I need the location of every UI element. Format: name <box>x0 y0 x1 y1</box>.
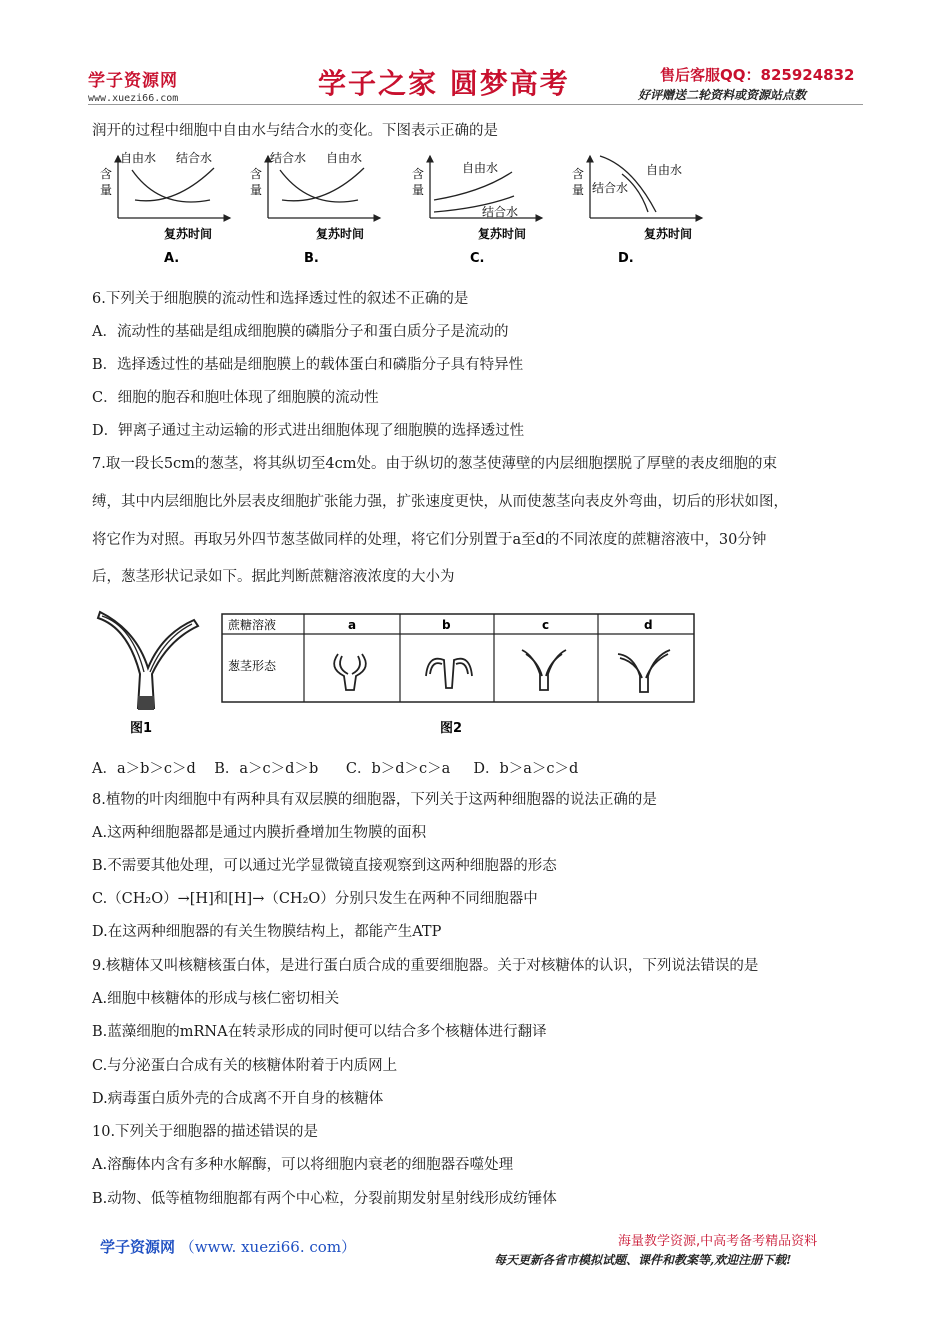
graph-b-option: B. <box>304 251 319 266</box>
fig2-table <box>222 614 694 736</box>
graph-c-ylabel-2: 量 <box>412 183 425 197</box>
q7-answers: A．a＞b＞c＞d B．a＞c＞d＞b C．b＞d＞c＞a D．b＞a＞c＞d <box>92 761 579 777</box>
footer-url: （www. xuezi66. com） <box>179 1238 357 1256</box>
graph-a-xlabel: 复苏时间 <box>164 227 213 241</box>
graph-c-xlabel: 复苏时间 <box>478 227 527 241</box>
q8-option-d: D.在这两种细胞器的有关生物膜结构上，都能产生ATP <box>92 924 442 940</box>
stem-shape-a <box>334 654 366 690</box>
graph-a-free: 自由水 <box>120 151 157 165</box>
graph-b-ylabel-1: 含 <box>250 167 263 181</box>
graph-c-ylabel-1: 含 <box>412 167 425 181</box>
q9-option-d: D.病毒蛋白质外壳的合成离不开自身的核糖体 <box>92 1091 384 1107</box>
q8-stem: 8.植物的叶肉细胞中有两种具有双层膜的细胞器，下列关于这两种细胞器的说法正确的是 <box>92 792 657 808</box>
graph-a-ylabel-1: 含 <box>100 167 113 181</box>
graph-c-option: C. <box>470 251 485 266</box>
q9-stem: 9.核糖体又叫核糖核蛋白体，是进行蛋白质合成的重要细胞器。关于对核糖体的认识，下列说法错误的是 <box>92 958 759 974</box>
footer-brand: 学子资源网 <box>100 1238 176 1256</box>
graph-c-bound: 结合水 <box>482 205 519 219</box>
q10-stem: 10.下列关于细胞器的描述错误的是 <box>92 1124 319 1140</box>
support-qq: 售后客服QQ：825924832 <box>660 66 855 84</box>
graph-a <box>100 150 230 266</box>
q7-line-3: 将它作为对照。再取另外四节葱茎做同样的处理，将它们分别置于a至d的不同浓度的蔗糖溶液中，30分钟 <box>92 532 767 548</box>
q7-line-1: 7.取一段长5cm的葱茎，将其纵切至4cm处。由于纵切的葱茎使薄壁的内层细胞摆脱了厚壁的表皮细胞的束 <box>92 456 778 472</box>
fig2-col-c: c <box>542 618 550 632</box>
fig1-caption: 图1 <box>130 721 153 736</box>
fig2-col-a: a <box>348 618 357 632</box>
header-slogan: 学子之家 圆梦高考 <box>318 67 570 100</box>
graph-a-option: A. <box>164 251 180 266</box>
graph-d-ylabel-2: 量 <box>572 183 585 197</box>
logo-name: 学子资源网 <box>88 71 178 91</box>
graph-b-xlabel: 复苏时间 <box>316 227 365 241</box>
q6-option-a: A．流动性的基础是组成细胞膜的磷脂分子和蛋白质分子是流动的 <box>92 324 509 340</box>
graph-d-option: D. <box>618 251 634 266</box>
graph-d-free: 自由水 <box>646 163 683 177</box>
graph-b-bound: 结合水 <box>270 151 307 165</box>
q6-option-d: D．钾离子通过主动运输的形式进出细胞体现了细胞膜的选择透过性 <box>92 423 525 439</box>
graph-d-bound: 结合水 <box>592 181 629 195</box>
q6-option-b: B．选择透过性的基础是细胞膜上的载体蛋白和磷脂分子具有特异性 <box>92 357 524 373</box>
q8-option-a: A.这两种细胞器都是通过内膜折叠增加生物膜的面积 <box>92 825 427 841</box>
fig2-col-d: d <box>644 618 653 632</box>
q8-option-b: B.不需要其他处理，可以通过光学显微镜直接观察到这两种细胞器的形态 <box>92 858 557 874</box>
graph-b-free: 自由水 <box>326 151 363 165</box>
graph-a-bound: 结合水 <box>176 151 213 165</box>
stem-shape-d <box>618 650 670 692</box>
header-promo: 好评赠送二轮资料或资源站点数 <box>638 88 807 102</box>
graph-b <box>250 150 380 266</box>
q9-option-b: B.蓝藻细胞的mRNA在转录形成的同时便可以结合多个核糖体进行翻译 <box>92 1024 547 1040</box>
fig2-row1-label: 蔗糖溶液 <box>228 618 277 632</box>
logo-url: www.xuezi66.com <box>88 93 179 104</box>
q8-option-c: C.（CH₂O）→[H]和[H]→（CH₂O）分别只发生在两种不同细胞器中 <box>92 891 538 907</box>
q7-line-2: 缚，其中内层细胞比外层表皮细胞扩张能力强，扩张速度更快，从而使葱茎向表皮外弯曲，切后的形状如图， <box>92 494 788 510</box>
q7-figure <box>88 610 708 740</box>
intro-line: 润开的过程中细胞中自由水与结合水的变化。下图表示正确的是 <box>92 123 498 139</box>
graph-d-ylabel-1: 含 <box>572 167 585 181</box>
fig2-row2-label: 葱茎形态 <box>228 659 277 673</box>
site-logo[interactable] <box>88 66 178 104</box>
stem-shape-b <box>426 659 472 688</box>
graph-a-ylabel-2: 量 <box>100 183 113 197</box>
graph-d <box>572 156 702 266</box>
footer-promo: 每天更新各省市模拟试题、课件和教案等,欢迎注册下载! <box>494 1253 792 1267</box>
q9-option-c: C.与分泌蛋白合成有关的核糖体附着于内质网上 <box>92 1058 398 1074</box>
fig1-stem <box>98 612 198 736</box>
q6-option-c: C．细胞的胞吞和胞吐体现了细胞膜的流动性 <box>92 390 379 406</box>
fig2-col-b: b <box>442 618 451 632</box>
q6-stem: 6.下列关于细胞膜的流动性和选择透过性的叙述不正确的是 <box>92 291 469 307</box>
q9-option-a: A.细胞中核糖体的形成与核仁密切相关 <box>92 991 340 1007</box>
q10-option-b: B.动物、低等植物细胞都有两个中心粒，分裂前期发射星射线形成纺锤体 <box>92 1191 557 1207</box>
stem-shape-c <box>522 650 566 690</box>
graph-c <box>412 156 542 266</box>
footer-link[interactable] <box>100 1236 356 1257</box>
q5-graphs <box>90 148 720 268</box>
graph-d-xlabel: 复苏时间 <box>644 227 693 241</box>
footer-tagline: 海量教学资源,中高考备考精品资料 <box>618 1234 818 1249</box>
header-divider <box>88 104 863 105</box>
graph-b-ylabel-2: 量 <box>250 183 263 197</box>
q10-option-a: A.溶酶体内含有多种水解酶，可以将细胞内衰老的细胞器吞噬处理 <box>92 1157 514 1173</box>
graph-c-free: 自由水 <box>462 161 499 175</box>
q7-line-4: 后，葱茎形状记录如下。据此判断蔗糖溶液浓度的大小为 <box>92 569 455 585</box>
fig2-caption: 图2 <box>440 721 463 736</box>
